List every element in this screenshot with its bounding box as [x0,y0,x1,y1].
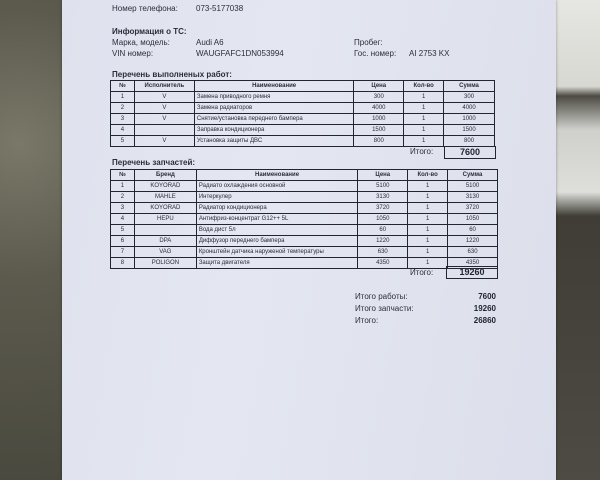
background-left [0,0,64,480]
parts-row-name: Радиато охлаждения основной [196,181,358,192]
parts-row-qty: 1 [408,236,448,247]
works-row-exec: V [134,114,194,125]
parts-row-brand: VAG [134,247,196,258]
parts-row [111,203,498,214]
summary-grand-label: Итого: [355,316,379,325]
works-header-row [111,81,495,92]
works-row-price: 300 [354,92,404,103]
parts-row-qty: 1 [408,214,448,225]
works-row [111,136,495,147]
works-row [111,125,495,136]
parts-header-qty: Кол-во [408,170,448,181]
parts-row-sum: 1220 [448,236,498,247]
parts-row [111,181,498,192]
works-row-price: 800 [354,136,404,147]
parts-header-n: № [111,170,135,181]
parts-row-sum: 1050 [448,214,498,225]
parts-row-n: 3 [111,203,135,214]
parts-row-price: 1050 [358,214,408,225]
parts-row [111,225,498,236]
vin-value: WAUGFAFC1DN053994 [196,49,284,58]
works-row-name: Замена приводного ремня [194,92,353,103]
phone-value: 073-5177038 [196,4,244,13]
works-section-title: Перечень выполненых работ: [112,70,232,79]
parts-row-qty: 1 [408,192,448,203]
parts-header-sum: Сумма [448,170,498,181]
works-total-value: 7600 [444,146,496,159]
parts-row [111,258,498,269]
parts-row [111,247,498,258]
summary-works-value: 7600 [478,292,496,301]
plate-value: AI 2753 KX [409,49,450,58]
works-row-n: 5 [111,136,135,147]
works-row [111,92,495,103]
works-row-qty: 1 [404,103,444,114]
parts-row-brand [134,225,196,236]
parts-header-brand: Бренд [134,170,196,181]
parts-row-brand: DPA [134,236,196,247]
parts-header-name: Наименование [196,170,358,181]
summary-parts-label: Итого запчасти: [355,304,414,313]
works-row-exec: V [134,92,194,103]
works-header-n: № [111,81,135,92]
works-row-price: 4000 [354,103,404,114]
works-row-sum: 300 [444,92,495,103]
parts-row-name: Интеркулер [196,192,358,203]
parts-row-n: 8 [111,258,135,269]
vehicle-section-title: Информация о ТС: [112,27,187,36]
summary-works-label: Итого работы: [355,292,408,301]
works-row-price: 1000 [354,114,404,125]
works-header-exec: Исполнитель [134,81,194,92]
parts-row-name: Радиатор кондиционера [196,203,358,214]
parts-row-price: 630 [358,247,408,258]
model-label: Марка, модель: [112,38,170,47]
parts-row-price: 60 [358,225,408,236]
works-header-name: Наименование [194,81,353,92]
parts-row-brand: HEPU [134,214,196,225]
parts-row-n: 5 [111,225,135,236]
parts-row-sum: 3130 [448,192,498,203]
vin-label: VIN номер: [112,49,154,58]
works-row-exec [134,125,194,136]
parts-row-name: Защита двигателя [196,258,358,269]
parts-row-price: 1220 [358,236,408,247]
parts-row-qty: 1 [408,225,448,236]
parts-row-sum: 60 [448,225,498,236]
plate-label: Гос. номер: [354,49,397,58]
parts-row-brand: KOYORAD [134,181,196,192]
phone-label: Номер телефона: [112,4,178,13]
model-value: Audi A6 [196,38,224,47]
parts-row-sum: 630 [448,247,498,258]
works-row-exec: V [134,103,194,114]
works-row-n: 3 [111,114,135,125]
parts-row-qty: 1 [408,181,448,192]
parts-section-title: Перечень запчастей: [112,158,196,167]
mileage-label: Пробег: [354,38,383,47]
works-row-n: 1 [111,92,135,103]
works-header-sum: Сумма [444,81,495,92]
works-row-n: 2 [111,103,135,114]
background-right [555,0,600,480]
works-row-qty: 1 [404,92,444,103]
parts-row-name: Диффузор переднего бампера [196,236,358,247]
parts-row-name: Кронштейн датчика наруженой температуры [196,247,358,258]
parts-row-sum: 3720 [448,203,498,214]
works-row-name: Установка защиты ДВС [194,136,353,147]
parts-row-n: 7 [111,247,135,258]
works-row-qty: 1 [404,136,444,147]
parts-row-name: Вода дист 5л [196,225,358,236]
parts-row-sum: 4350 [448,258,498,269]
works-row [111,103,495,114]
parts-total-label: Итого: [410,268,434,277]
parts-row-price: 4350 [358,258,408,269]
parts-row-n: 4 [111,214,135,225]
parts-row-qty: 1 [408,247,448,258]
parts-row-n: 6 [111,236,135,247]
works-row-sum: 1500 [444,125,495,136]
works-row-sum: 800 [444,136,495,147]
parts-row [111,236,498,247]
parts-row-n: 1 [111,181,135,192]
parts-row-brand: POLIGON [134,258,196,269]
parts-row-price: 3130 [358,192,408,203]
works-table [110,80,495,147]
works-row-qty: 1 [404,125,444,136]
works-row-name: Снятие/установка переднего бампера [194,114,353,125]
parts-row-qty: 1 [408,203,448,214]
parts-header-price: Цена [358,170,408,181]
works-row-sum: 4000 [444,103,495,114]
summary-grand-value: 26860 [473,316,496,325]
parts-row-brand: MAHLE [134,192,196,203]
parts-header-row [111,170,498,181]
parts-row [111,192,498,203]
works-total-label: Итого: [410,147,434,156]
summary-parts-value: 19260 [473,304,496,313]
works-row-name: Замена радиаторов [194,103,353,114]
works-row-exec: V [134,136,194,147]
works-row-price: 1500 [354,125,404,136]
parts-row-price: 3720 [358,203,408,214]
works-row [111,114,495,125]
parts-table [110,169,498,269]
parts-row-brand: KOYORAD [134,203,196,214]
works-row-qty: 1 [404,114,444,125]
parts-row-price: 5100 [358,181,408,192]
parts-row-name: Антифриз-концентрат G12++ 5L [196,214,358,225]
works-row-sum: 1000 [444,114,495,125]
parts-row-sum: 5100 [448,181,498,192]
works-header-price: Цена [354,81,404,92]
parts-row-qty: 1 [408,258,448,269]
works-row-n: 4 [111,125,135,136]
parts-row-n: 2 [111,192,135,203]
parts-total-value: 19260 [446,266,498,279]
works-row-name: Заправка кондиционера [194,125,353,136]
works-header-qty: Кол-во [404,81,444,92]
parts-row [111,214,498,225]
